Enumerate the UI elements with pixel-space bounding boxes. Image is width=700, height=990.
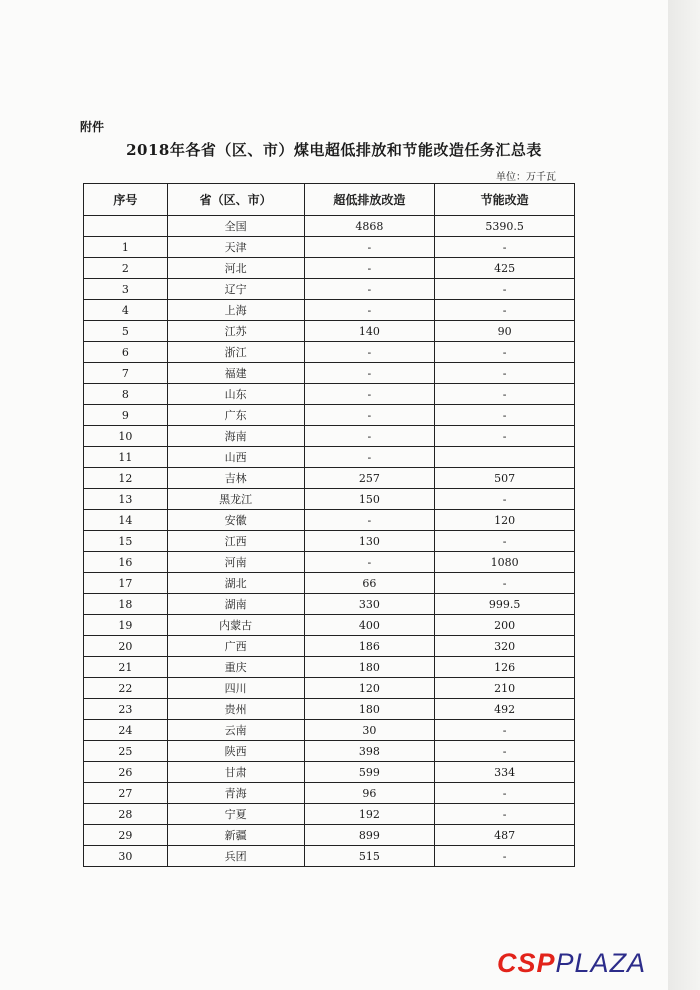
cell-province: 安徽	[167, 510, 304, 531]
cell-energy-saving: 120	[435, 510, 575, 531]
cell-province: 全国	[167, 216, 304, 237]
cell-index	[84, 216, 168, 237]
cell-province: 吉林	[167, 468, 304, 489]
cell-province: 云南	[167, 720, 304, 741]
cell-province: 湖北	[167, 573, 304, 594]
cell-ultra-low-emission: -	[304, 363, 435, 384]
header-province: 省（区、市）	[167, 184, 304, 216]
cell-province: 浙江	[167, 342, 304, 363]
cell-index: 22	[84, 678, 168, 699]
cell-energy-saving: 90	[435, 321, 575, 342]
cell-province: 天津	[167, 237, 304, 258]
cell-index: 9	[84, 405, 168, 426]
table-row	[84, 531, 575, 552]
table-row	[84, 825, 575, 846]
cell-province: 青海	[167, 783, 304, 804]
cell-province: 宁夏	[167, 804, 304, 825]
table-row	[84, 384, 575, 405]
cell-ultra-low-emission: -	[304, 552, 435, 573]
cell-ultra-low-emission: 180	[304, 699, 435, 720]
cell-index: 11	[84, 447, 168, 468]
cell-energy-saving: -	[435, 531, 575, 552]
header-energy-saving: 节能改造	[435, 184, 575, 216]
attachment-label: 附件	[80, 120, 105, 134]
cell-index: 4	[84, 300, 168, 321]
cell-energy-saving: -	[435, 489, 575, 510]
cell-energy-saving: 425	[435, 258, 575, 279]
cell-ultra-low-emission: 400	[304, 615, 435, 636]
cell-province: 内蒙古	[167, 615, 304, 636]
cell-province: 山西	[167, 447, 304, 468]
cell-energy-saving: 200	[435, 615, 575, 636]
table-row	[84, 657, 575, 678]
cell-energy-saving: -	[435, 720, 575, 741]
table-header-row	[84, 184, 575, 216]
cell-province: 黑龙江	[167, 489, 304, 510]
cell-index: 20	[84, 636, 168, 657]
cell-energy-saving: -	[435, 741, 575, 762]
cell-index: 2	[84, 258, 168, 279]
cell-ultra-low-emission: 4868	[304, 216, 435, 237]
table-row	[84, 678, 575, 699]
cell-energy-saving: -	[435, 426, 575, 447]
table-row	[84, 552, 575, 573]
cell-ultra-low-emission: -	[304, 384, 435, 405]
cell-index: 15	[84, 531, 168, 552]
cell-ultra-low-emission: -	[304, 300, 435, 321]
cell-index: 29	[84, 825, 168, 846]
cell-index: 3	[84, 279, 168, 300]
cell-index: 12	[84, 468, 168, 489]
cell-province: 河北	[167, 258, 304, 279]
cell-province: 江苏	[167, 321, 304, 342]
table-row	[84, 405, 575, 426]
cell-ultra-low-emission: 150	[304, 489, 435, 510]
cell-energy-saving: -	[435, 300, 575, 321]
cell-ultra-low-emission: -	[304, 258, 435, 279]
cell-ultra-low-emission: 30	[304, 720, 435, 741]
cell-index: 6	[84, 342, 168, 363]
cell-index: 10	[84, 426, 168, 447]
cell-ultra-low-emission: 398	[304, 741, 435, 762]
cell-province: 海南	[167, 426, 304, 447]
cell-ultra-low-emission: 120	[304, 678, 435, 699]
table-row	[84, 594, 575, 615]
cell-index: 26	[84, 762, 168, 783]
document-title: 2018年各省（区、市）煤电超低排放和节能改造任务汇总表	[126, 141, 542, 159]
cell-ultra-low-emission: 130	[304, 531, 435, 552]
cell-index: 14	[84, 510, 168, 531]
task-summary-table	[83, 183, 575, 867]
cell-energy-saving: 210	[435, 678, 575, 699]
cell-province: 重庆	[167, 657, 304, 678]
cell-province: 湖南	[167, 594, 304, 615]
cell-index: 17	[84, 573, 168, 594]
table-row	[84, 342, 575, 363]
cell-energy-saving: -	[435, 804, 575, 825]
cell-ultra-low-emission: 180	[304, 657, 435, 678]
cell-energy-saving: -	[435, 237, 575, 258]
table-row	[84, 300, 575, 321]
cell-energy-saving: 999.5	[435, 594, 575, 615]
cell-energy-saving: -	[435, 405, 575, 426]
cell-province: 陕西	[167, 741, 304, 762]
cell-index: 28	[84, 804, 168, 825]
cell-ultra-low-emission: -	[304, 510, 435, 531]
table-row	[84, 216, 575, 237]
cell-ultra-low-emission: 140	[304, 321, 435, 342]
cell-province: 山东	[167, 384, 304, 405]
cell-energy-saving: 5390.5	[435, 216, 575, 237]
cell-ultra-low-emission: 186	[304, 636, 435, 657]
table-row	[84, 573, 575, 594]
cell-ultra-low-emission: -	[304, 405, 435, 426]
cell-ultra-low-emission: 899	[304, 825, 435, 846]
cell-energy-saving: 507	[435, 468, 575, 489]
cell-province: 河南	[167, 552, 304, 573]
page-edge	[668, 0, 700, 990]
cell-province: 福建	[167, 363, 304, 384]
cell-energy-saving	[435, 447, 575, 468]
table-row	[84, 783, 575, 804]
cell-index: 27	[84, 783, 168, 804]
cell-energy-saving: 1080	[435, 552, 575, 573]
cell-energy-saving: -	[435, 363, 575, 384]
logo-csp: CSP	[497, 948, 556, 978]
table-body	[84, 216, 575, 867]
cell-index: 24	[84, 720, 168, 741]
table-row	[84, 258, 575, 279]
table-row	[84, 804, 575, 825]
table-row	[84, 636, 575, 657]
unit-label: 单位：万千瓦	[496, 172, 556, 183]
table-row	[84, 699, 575, 720]
logo-plaza: PLAZA	[555, 948, 647, 978]
cell-index: 7	[84, 363, 168, 384]
table-row	[84, 489, 575, 510]
cell-energy-saving: 126	[435, 657, 575, 678]
table-row	[84, 321, 575, 342]
cell-ultra-low-emission: -	[304, 237, 435, 258]
cell-ultra-low-emission: 257	[304, 468, 435, 489]
cell-province: 四川	[167, 678, 304, 699]
cell-province: 兵团	[167, 846, 304, 867]
cell-energy-saving: 334	[435, 762, 575, 783]
cell-energy-saving: 320	[435, 636, 575, 657]
cell-energy-saving: 492	[435, 699, 575, 720]
header-index: 序号	[84, 184, 168, 216]
cell-index: 25	[84, 741, 168, 762]
table-row	[84, 363, 575, 384]
cell-ultra-low-emission: 96	[304, 783, 435, 804]
table-row	[84, 468, 575, 489]
cell-province: 江西	[167, 531, 304, 552]
cell-energy-saving: -	[435, 342, 575, 363]
cell-index: 21	[84, 657, 168, 678]
cell-index: 30	[84, 846, 168, 867]
cell-ultra-low-emission: 515	[304, 846, 435, 867]
cspplaza-logo	[497, 948, 646, 979]
cell-ultra-low-emission: 66	[304, 573, 435, 594]
cell-province: 辽宁	[167, 279, 304, 300]
cell-energy-saving: -	[435, 846, 575, 867]
cell-index: 19	[84, 615, 168, 636]
cell-ultra-low-emission: -	[304, 426, 435, 447]
cell-province: 新疆	[167, 825, 304, 846]
cell-province: 广东	[167, 405, 304, 426]
table-row	[84, 237, 575, 258]
cell-energy-saving: -	[435, 384, 575, 405]
cell-index: 8	[84, 384, 168, 405]
cell-energy-saving: -	[435, 279, 575, 300]
cell-index: 5	[84, 321, 168, 342]
table-row	[84, 447, 575, 468]
table-row	[84, 846, 575, 867]
cell-province: 广西	[167, 636, 304, 657]
cell-ultra-low-emission: -	[304, 279, 435, 300]
cell-index: 13	[84, 489, 168, 510]
table-row	[84, 510, 575, 531]
cell-ultra-low-emission: -	[304, 447, 435, 468]
cell-ultra-low-emission: 599	[304, 762, 435, 783]
table-row	[84, 279, 575, 300]
cell-province: 甘肃	[167, 762, 304, 783]
table-row	[84, 615, 575, 636]
cell-index: 1	[84, 237, 168, 258]
table-row	[84, 741, 575, 762]
cell-index: 18	[84, 594, 168, 615]
cell-index: 16	[84, 552, 168, 573]
cell-energy-saving: -	[435, 573, 575, 594]
table-row	[84, 762, 575, 783]
cell-ultra-low-emission: 330	[304, 594, 435, 615]
table-row	[84, 426, 575, 447]
table-row	[84, 720, 575, 741]
header-ultra-low-emission: 超低排放改造	[304, 184, 435, 216]
cell-ultra-low-emission: 192	[304, 804, 435, 825]
cell-province: 贵州	[167, 699, 304, 720]
cell-energy-saving: 487	[435, 825, 575, 846]
cell-province: 上海	[167, 300, 304, 321]
cell-ultra-low-emission: -	[304, 342, 435, 363]
cell-energy-saving: -	[435, 783, 575, 804]
cell-index: 23	[84, 699, 168, 720]
